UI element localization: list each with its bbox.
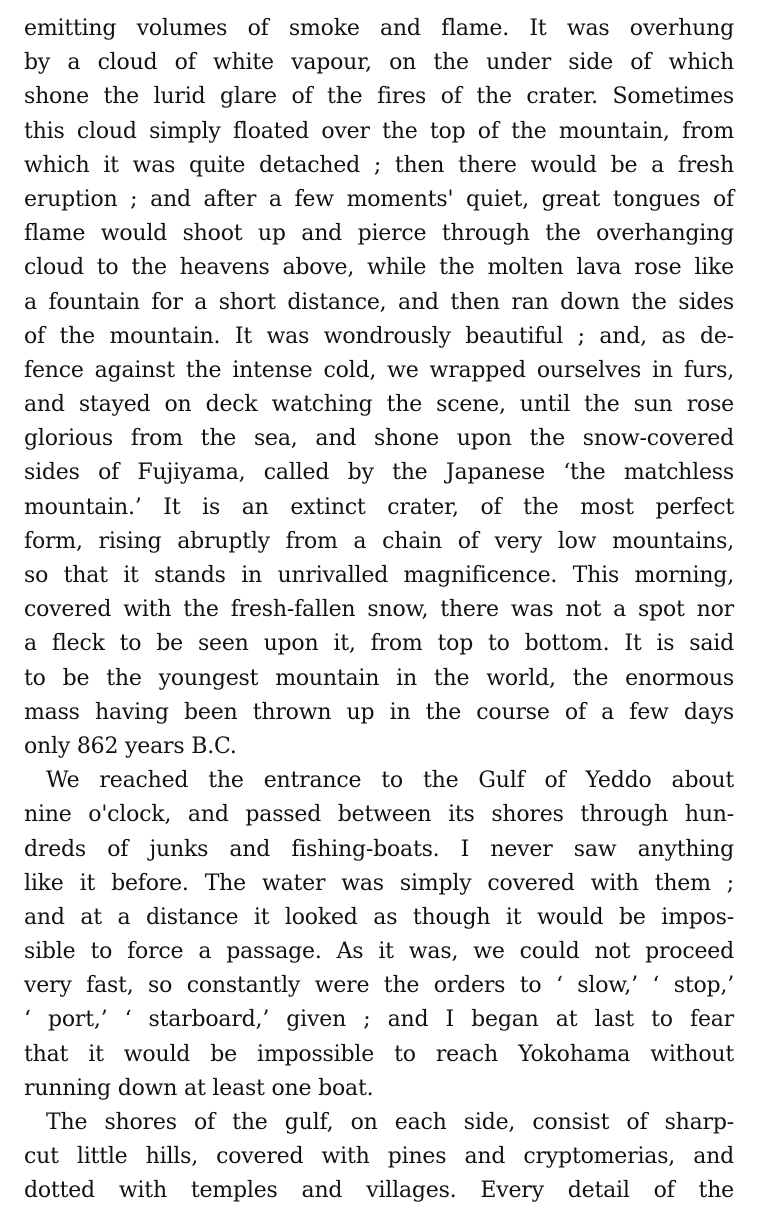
text-line: cloud to the heavens above, while the molten lava rose like: [24, 255, 734, 281]
text-line: flame would shoot up and pierce through the overhanging: [24, 221, 734, 247]
text-line: mountain.’ It is an extinct crater, of the most perfect: [24, 494, 734, 520]
text-line: ‘ port,’ ‘ starboard,’ given ; and I began at last to fear: [24, 1007, 734, 1033]
paragraph-3: [24, 1106, 734, 1209]
text-line: nine o'clock, and passed between its shores through hun-: [24, 802, 734, 828]
text-line: form, rising abruptly from a chain of very low mountains,: [24, 528, 734, 554]
text-line: very fast, so constantly were the orders to ‘ slow,’ ‘ stop,’: [24, 973, 734, 999]
text-line: and stayed on deck watching the scene, until the sun rose: [24, 392, 734, 418]
text-line: running down at least one boat.: [24, 1075, 374, 1101]
text-line: which it was quite detached ; then there would be a fresh: [24, 152, 734, 178]
text-line: We reached the entrance to the Gulf of Yeddo about: [46, 768, 734, 794]
text-line: so that it stands in unrivalled magnificence. This morning,: [24, 563, 734, 588]
text-line: of the mountain. It was wondrously beautiful ; and, as de-: [24, 323, 734, 349]
text-line: dotted with temples and villages. Every detail of the: [24, 1178, 734, 1204]
text-line: fence against the intense cold, we wrapped ourselves in furs,: [24, 357, 734, 383]
text-line: dreds of junks and fishing-boats. I never saw anything: [24, 836, 734, 862]
text-line: that it would be impossible to reach Yokohama without: [24, 1041, 734, 1067]
text-line: eruption ; and after a few moments' quiet, great tongues of: [24, 186, 734, 212]
paragraph-2: [24, 764, 734, 1106]
text-line: a fountain for a short distance, and then ran down the sides: [24, 289, 734, 315]
text-line: and at a distance it looked as though it would be impos-: [24, 904, 734, 930]
paragraph-1: [24, 12, 734, 764]
text-line: emitting volumes of smoke and flame. It was overhung: [24, 16, 734, 41]
text-line: sides of Fujiyama, called by the Japanese ‘the matchless: [24, 460, 734, 486]
text-line: to be the youngest mountain in the world, the enormous: [24, 665, 734, 691]
text-line: shone the lurid glare of the fires of the crater. Sometimes: [24, 84, 734, 110]
text-line: only 862 years B.C.: [24, 733, 237, 759]
text-line: a fleck to be seen upon it, from top to bottom. It is said: [24, 631, 734, 657]
book-page: [24, 12, 734, 1209]
text-line: glorious from the sea, and shone upon the snow-covered: [24, 426, 734, 452]
text-line: The shores of the gulf, on each side, consist of sharp-: [46, 1110, 734, 1135]
text-line: this cloud simply floated over the top of the mountain, from: [24, 118, 734, 144]
text-line: sible to force a passage. As it was, we could not proceed: [24, 939, 734, 965]
text-line: like it before. The water was simply covered with them ;: [24, 870, 734, 896]
text-line: mass having been thrown up in the course of a few days: [24, 699, 734, 725]
text-line: by a cloud of white vapour, on the under side of which: [24, 50, 734, 76]
text-line: cut little hills, covered with pines and cryptomerias, and: [24, 1144, 734, 1170]
text-line: covered with the fresh-fallen snow, there was not a spot nor: [24, 597, 734, 623]
